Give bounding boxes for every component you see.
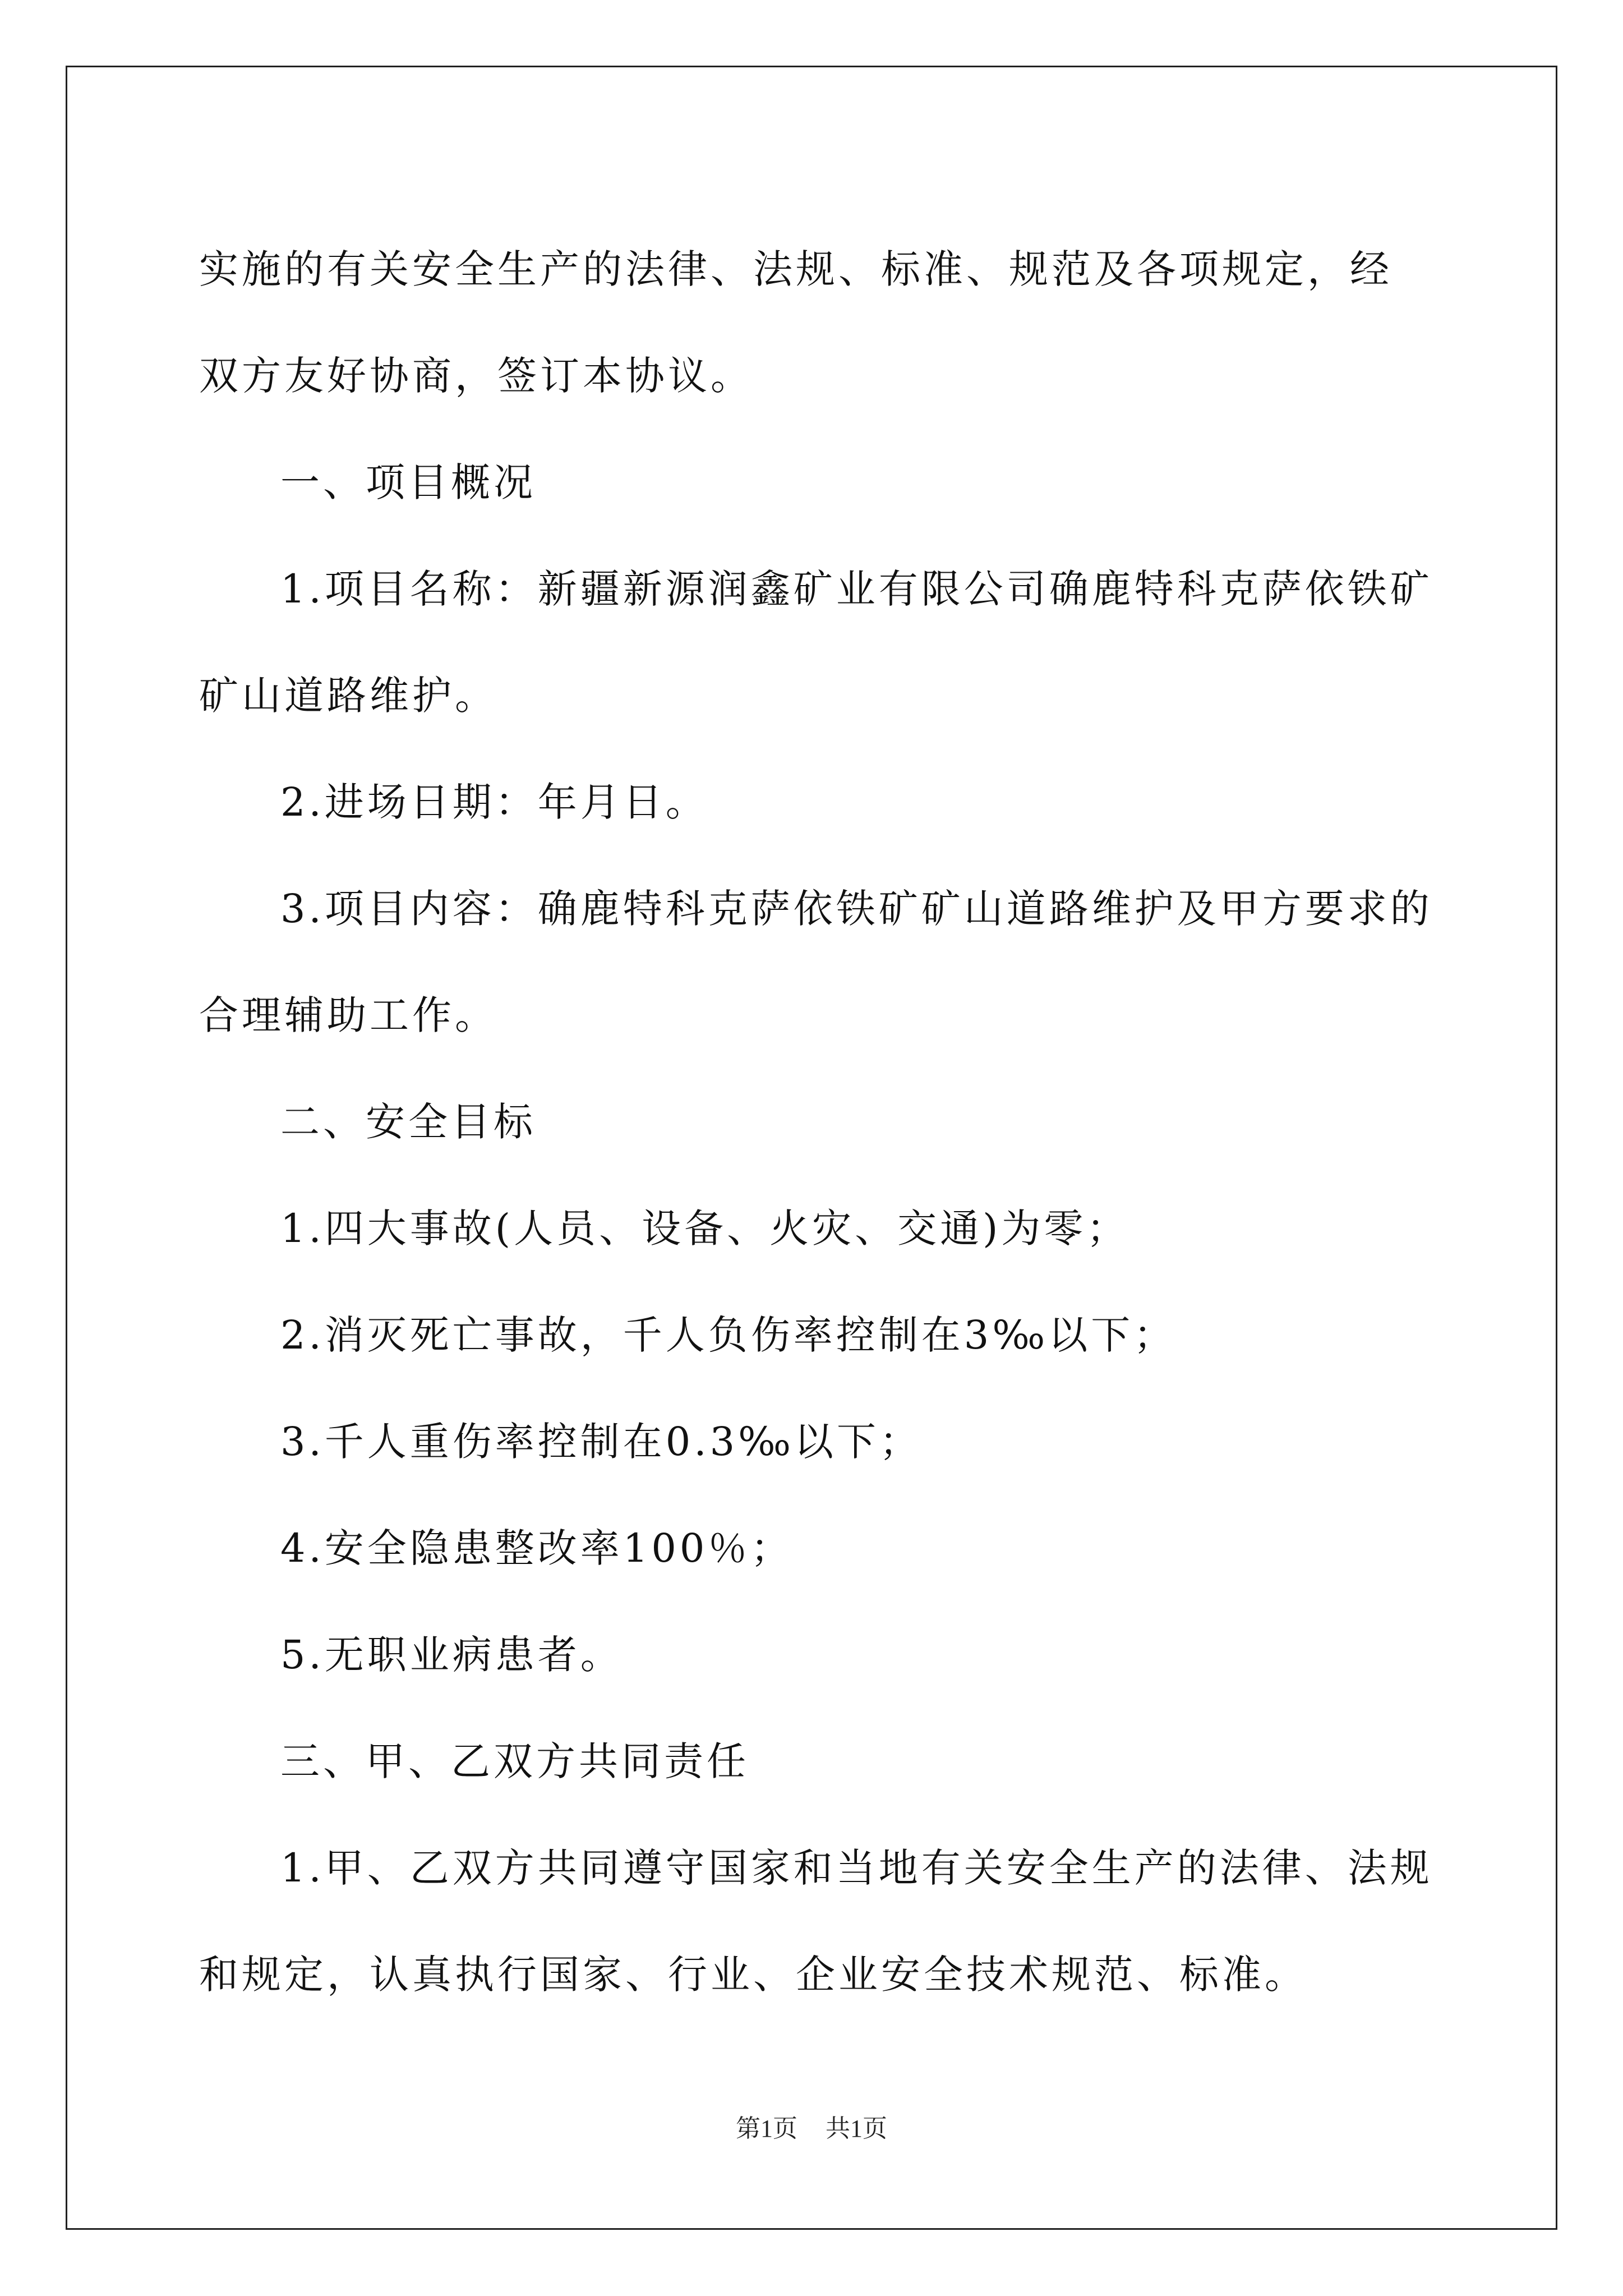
page-footer	[0, 2108, 1623, 2144]
paragraph-intro: 实施的有关安全生产的法律、法规、标准、规范及各项规定，经双方友好协商，签订本协议。	[199, 246, 1393, 399]
paragraph-project-content: 3.项目内容：确鹿特科克萨依铁矿矿山道路维护及甲方要求的合理辅助工作。	[199, 886, 1433, 1038]
paragraph-goal-3: 3.千人重伤率控制在0.3‰以下；	[280, 1419, 923, 1465]
heading-project-overview: 一、项目概况	[280, 459, 536, 505]
paragraph-goal-2: 2.消灭死亡事故，千人负伤率控制在3‰以下；	[280, 1312, 1177, 1358]
page-number: 第1页	[736, 2115, 797, 2142]
paragraph-goal-1: 1.四大事故(人员、设备、火灾、交通)为零；	[280, 1205, 1129, 1251]
heading-joint-responsibility: 三、甲、乙双方共同责任	[280, 1738, 749, 1784]
document-body	[199, 216, 1433, 2028]
paragraph-project-name: 1.项目名称：新疆新源润鑫矿业有限公司确鹿特科克萨依铁矿矿山道路维护。	[199, 566, 1433, 719]
paragraph-responsibility-1: 1.甲、乙双方共同遵守国家和当地有关安全生产的法律、法规和规定，认真执行国家、行业、企业安全技术规范、标准。	[199, 1845, 1433, 1998]
page-total: 共1页	[826, 2115, 887, 2142]
heading-safety-goals: 二、安全目标	[280, 1099, 536, 1145]
paragraph-goal-4: 4.安全隐患整改率100％；	[280, 1525, 794, 1571]
paragraph-goal-5: 5.无职业病患者。	[280, 1632, 623, 1678]
paragraph-entry-date: 2.进场日期：年月日。	[280, 779, 708, 825]
